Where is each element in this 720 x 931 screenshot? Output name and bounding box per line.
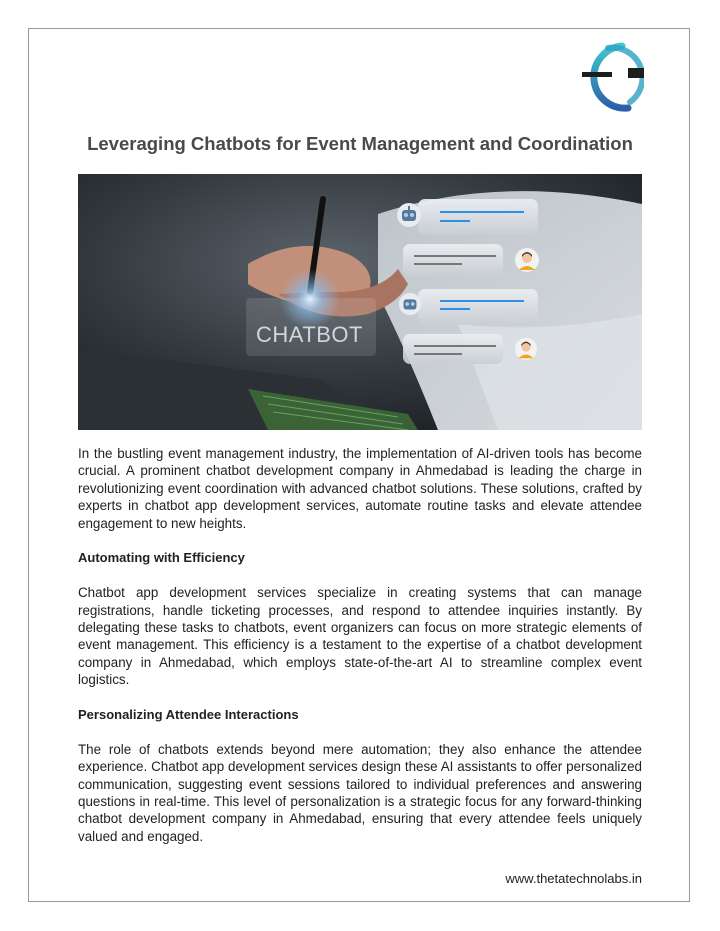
robot-avatar-icon: [396, 202, 422, 228]
section-paragraph-personalizing: The role of chatbots extends beyond mere automation; they also enhance the attendee experience. Chatbot app development services design these AI assistants to offer personalized communication, suggesting event sessions tailored to individual preferences and answering questions in real-time. This level of personalization is a strategic focus for any forward-thinking chatbot development company in Ahmedabad, ensuring that every attendee feels uniquely valued and engaged.: [78, 741, 642, 844]
company-logo-icon: [582, 42, 644, 112]
chatbot-overlay-text: CHATBOT: [256, 322, 363, 347]
user-avatar-icon: [514, 247, 540, 273]
footer-website-link[interactable]: www.thetatechnolabs.in: [505, 871, 642, 886]
section-heading-personalizing: Personalizing Attendee Interactions: [78, 707, 299, 723]
page-title: Leveraging Chatbots for Event Management and Coordination: [87, 133, 633, 154]
robot-avatar-icon-2: [398, 292, 422, 316]
hero-image: [78, 174, 642, 430]
section-paragraph-automating: Chatbot app development services specialize in creating systems that can manage registrations, handle ticketing processes, and respond to attendee inquiries instantly. By delegating these tasks to chatbots, event organizers can focus on more strategic elements of event management. This efficiency is a testament to the expertise of a chatbot development company in Ahmedabad, which employs state-of-the-art AI to streamline complex event logistics.: [78, 585, 642, 688]
article-body: [78, 445, 642, 845]
section-heading-automating: Automating with Efficiency: [78, 550, 245, 566]
user-avatar-icon-2: [514, 337, 538, 361]
intro-paragraph: In the bustling event management industry, the implementation of AI-driven tools has become crucial. A prominent chatbot development company in Ahmedabad is leading the charge in revolutionizing event coordination with advanced chatbot solutions. These solutions, crafted by experts in chatbot app development services, automate routine tasks and elevate attendee engagement to new heights.: [78, 446, 642, 531]
